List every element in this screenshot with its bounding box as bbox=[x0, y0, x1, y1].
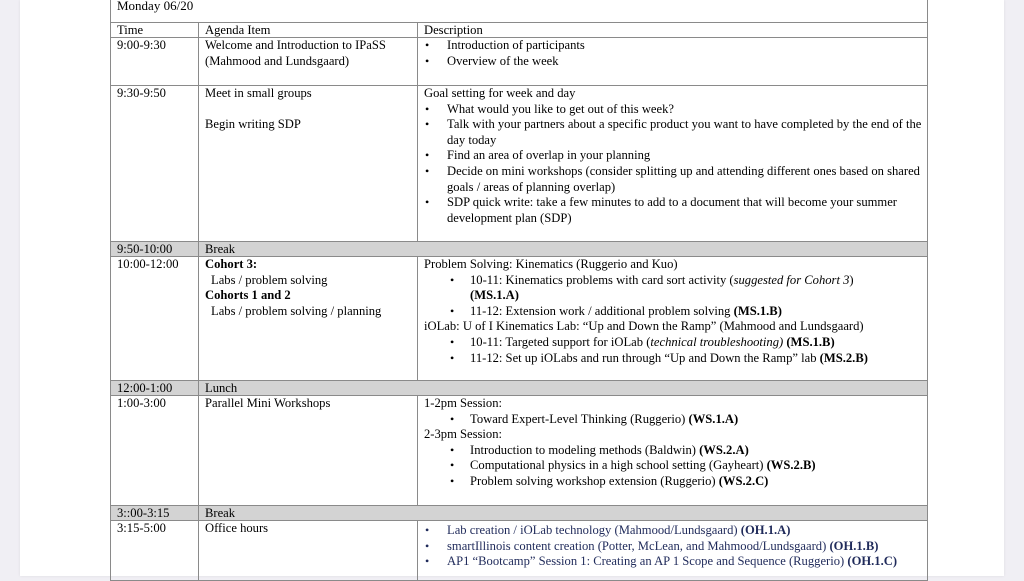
section-heading: Problem Solving: Kinematics (Ruggerio and Kuo) bbox=[424, 257, 678, 271]
section-heading: 2-3pm Session: bbox=[424, 427, 503, 442]
agenda-cell: Parallel Mini Workshops bbox=[199, 396, 418, 506]
agenda-line: Begin writing SDP bbox=[205, 116, 301, 131]
agenda-line: (Mahmood and Lundsgaard) bbox=[205, 53, 350, 68]
table-row bbox=[111, 521, 928, 581]
table-row bbox=[111, 38, 928, 86]
list-item: • AP1 “Bootcamp” Session 1: Creating an AP 1 Scope and Sequence (Ruggerio) (OH.1.C) bbox=[424, 554, 922, 570]
table-row bbox=[111, 396, 928, 506]
agenda-cell bbox=[199, 86, 418, 242]
session-code: (MS.1.B) bbox=[786, 334, 835, 349]
description-cell bbox=[418, 86, 928, 242]
time-cell: 10:00-12:00 bbox=[111, 257, 199, 381]
list-item: • Talk with your partners about a specific product you want to have completed by the end of the day today bbox=[424, 117, 922, 148]
cohorts-1-2-heading: Cohorts 1 and 2 bbox=[205, 288, 291, 303]
agenda-line: Meet in small groups bbox=[205, 86, 312, 100]
day-title: Monday 06/20 bbox=[111, 0, 928, 23]
list-item: • Introduction to modeling methods (Baldwin) (WS.2.A) bbox=[424, 443, 922, 459]
session-code: (WS.2.B) bbox=[766, 458, 816, 473]
time-cell: 9:00-9:30 bbox=[111, 38, 199, 86]
list-item: • Find an area of overlap in your planning bbox=[424, 148, 922, 164]
description-intro: Goal setting for week and day bbox=[424, 86, 576, 100]
bullet-list bbox=[424, 102, 922, 227]
session-code: (MS.2.B) bbox=[819, 350, 868, 365]
time-cell: 9:50-10:00 bbox=[111, 242, 199, 257]
section-heading: iOLab: U of I Kinematics Lab: “Up and Down the Ramp” (Mahmood and Lundsgaard) bbox=[424, 319, 864, 334]
time-cell: 3::00-3:15 bbox=[111, 506, 199, 521]
break-label: Break bbox=[199, 506, 928, 521]
time-cell: 9:30-9:50 bbox=[111, 86, 199, 242]
session-code: (OH.1.C) bbox=[847, 554, 898, 569]
description-cell bbox=[418, 257, 928, 381]
document-page bbox=[20, 0, 1004, 576]
header-row bbox=[111, 23, 928, 38]
agenda-cell: Office hours bbox=[199, 521, 418, 581]
list-item: • 11-12: Extension work / additional problem solving (MS.1.B) bbox=[424, 304, 922, 320]
bullet-list bbox=[424, 412, 922, 428]
session-code: (WS.1.A) bbox=[688, 411, 739, 426]
break-label: Break bbox=[199, 242, 928, 257]
session-code: (OH.1.A) bbox=[740, 523, 791, 537]
cohort-3-heading: Cohort 3: bbox=[205, 257, 258, 271]
list-item: • 10-11: Targeted support for iOLab (technical troubleshooting) (MS.1.B) bbox=[424, 335, 922, 351]
time-cell: 12:00-1:00 bbox=[111, 381, 199, 396]
table-row bbox=[111, 257, 928, 381]
list-item: • Computational physics in a high school setting (Gayheart) (WS.2.B) bbox=[424, 458, 922, 474]
column-header-agenda: Agenda Item bbox=[199, 23, 418, 38]
list-item: • SDP quick write: take a few minutes to add to a document that will become your summer development plan (SDP) bbox=[424, 195, 922, 226]
session-code: (MS.1.A) bbox=[470, 288, 519, 303]
break-row bbox=[111, 242, 928, 257]
agenda-cell bbox=[199, 257, 418, 381]
bullet-list bbox=[424, 443, 922, 490]
session-code: (MS.1.B) bbox=[733, 303, 782, 318]
list-item: • smartIllinois content creation (Potter, McLean, and Mahmood/Lundsgaard) (OH.1.B) bbox=[424, 539, 922, 555]
lunch-label: Lunch bbox=[199, 381, 928, 396]
list-item: • Overview of the week bbox=[424, 54, 922, 70]
list-item: • Introduction of participants bbox=[424, 38, 922, 54]
cohort-3-item: Labs / problem solving bbox=[211, 272, 328, 287]
list-item: • Decide on mini workshops (consider splitting up and attending different ones based on shared goals / areas of planning overlap) bbox=[424, 164, 922, 195]
day-title-row bbox=[111, 0, 928, 23]
time-cell: 3:15-5:00 bbox=[111, 521, 199, 581]
session-code: (OH.1.B) bbox=[829, 538, 879, 553]
agenda-cell bbox=[199, 38, 418, 86]
description-cell bbox=[418, 396, 928, 506]
break-row bbox=[111, 506, 928, 521]
time-cell: 1:00-3:00 bbox=[111, 396, 199, 506]
cohorts-1-2-item: Labs / problem solving / planning bbox=[211, 303, 382, 318]
bullet-list bbox=[424, 273, 922, 320]
list-item: • Toward Expert-Level Thinking (Ruggerio) (WS.1.A) bbox=[424, 412, 922, 428]
description-cell bbox=[418, 38, 928, 86]
column-header-time: Time bbox=[111, 23, 199, 38]
section-heading: 1-2pm Session: bbox=[424, 396, 503, 410]
list-item: • Lab creation / iOLab technology (Mahmood/Lundsgaard) (OH.1.A) bbox=[424, 523, 922, 539]
lunch-row bbox=[111, 381, 928, 396]
bullet-list bbox=[424, 523, 922, 570]
list-item: • What would you like to get out of this week? bbox=[424, 102, 922, 118]
agenda-line: Welcome and Introduction to IPaSS bbox=[205, 38, 386, 52]
bullet-list bbox=[424, 38, 922, 69]
list-item: • 11-12: Set up iOLabs and run through “Up and Down the Ramp” lab (MS.2.B) bbox=[424, 351, 922, 367]
list-item: • Problem solving workshop extension (Ruggerio) (WS.2.C) bbox=[424, 474, 922, 490]
table-row bbox=[111, 86, 928, 242]
session-code: (WS.2.C) bbox=[718, 473, 769, 488]
agenda-table bbox=[110, 0, 928, 581]
description-cell bbox=[418, 521, 928, 581]
column-header-description: Description bbox=[418, 23, 928, 38]
list-item: • 10-11: Kinematics problems with card sort activity (suggested for Cohort 3) (MS.1.A) bbox=[424, 273, 922, 304]
bullet-list bbox=[424, 335, 922, 366]
session-code: (WS.2.A) bbox=[699, 442, 749, 457]
